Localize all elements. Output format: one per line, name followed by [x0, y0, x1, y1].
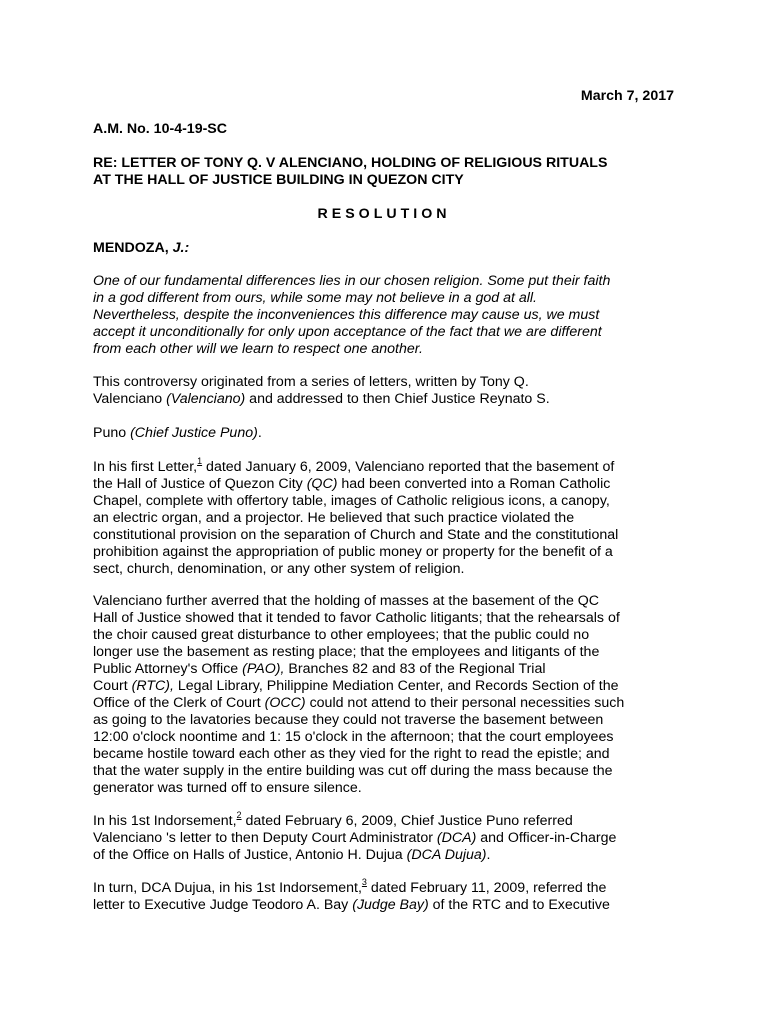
text-line: as going to the lavatories because they could not traverse the basement between — [93, 712, 604, 728]
text-line: letter to Executive Judge Teodoro A. Bay (Judge Bay) of the RTC and to Executive — [93, 897, 610, 913]
text-line: accept it unconditionally for only upon acceptance of the fact that we are different — [93, 324, 602, 340]
paragraph-puno: Puno (Chief Justice Puno). — [93, 425, 262, 441]
case-number: A.M. No. 10-4-19-SC — [93, 121, 228, 137]
text-line: Public Attorney's Office (PAO), Branches 82 and 83 of the Regional Trial — [93, 661, 546, 677]
text-line: 12:00 o'clock noontime and 1: 15 o'clock in the afternoon; that the court employees — [93, 729, 614, 745]
text-line: generator was turned off to ensure silence. — [93, 780, 362, 796]
footnote-link-2[interactable]: 2 — [236, 810, 242, 821]
case-title-line-1: RE: LETTER OF TONY Q. V ALENCIANO, HOLDING OF RELIGIOUS RITUALS — [93, 155, 608, 171]
text-line: Chapel, complete with offertory table, images of Catholic religious icons, a canopy, — [93, 493, 610, 509]
text-line: longer use the basement as resting place; that the employees and litigants of the — [93, 644, 600, 660]
text-line: of the Office on Halls of Justice, Antonio H. Dujua (DCA Dujua). — [93, 847, 491, 863]
resolution-heading: RESOLUTION — [317, 206, 451, 222]
ponente-name: MENDOZA, — [93, 240, 173, 256]
text-line: that the water supply in the entire building was cut off during the mass because the — [93, 763, 613, 779]
text-line: in a god different from ours, while some may not believe in a god at all. — [93, 290, 537, 306]
text-line: constitutional provision on the separation of Church and State and the constitutional — [93, 527, 619, 543]
text-line: Valenciano (Valenciano) and addressed to then Chief Justice Reynato S. — [93, 391, 550, 407]
text-line: In his 1st Indorsement,$^2$ dated February 6, 2009, Chief Justice Puno referred — [93, 810, 573, 829]
text-line: from each other will we learn to respect one another. — [93, 341, 423, 357]
text-line: the Hall of Justice of Quezon City (QC) had been converted into a Roman Catholic — [93, 476, 611, 492]
footnote-link-3[interactable]: 3 — [361, 877, 367, 888]
footnote-link-1[interactable]: 1 — [197, 456, 203, 467]
text-line: Valenciano further averred that the holding of masses at the basement of the QC — [93, 593, 600, 609]
document-date: March 7, 2017 — [580, 88, 674, 104]
text-line: Hall of Justice showed that it tended to favor Catholic litigants; that the rehearsals of — [93, 610, 620, 626]
text-line: Office of the Clerk of Court (OCC) could not attend to their personal necessities such — [93, 695, 625, 711]
text-line: an electric organ, and a projector. He believed that such practice violated the — [93, 510, 575, 526]
text-line: Court (RTC), Legal Library, Philippine Mediation Center, and Records Section of the — [93, 678, 619, 694]
text-line: Nevertheless, despite the inconveniences this difference may cause us, we must — [93, 307, 600, 323]
case-title-line-2: AT THE HALL OF JUSTICE BUILDING IN QUEZON CITY — [93, 172, 464, 188]
text-line: became hostile toward each other as they vied for the right to read the epistle; and — [93, 746, 610, 762]
text-line: This controversy originated from a series of letters, written by Tony Q. — [93, 374, 529, 390]
text-line: prohibition against the appropriation of public money or property for the benefit of a — [93, 544, 613, 560]
text-line: In turn, DCA Dujua, in his 1st Indorsement,$^3$ dated February 11, 2009, referred the — [93, 877, 607, 896]
text-line: sect, church, denomination, or any other system of religion. — [93, 561, 465, 577]
text-line: the choir caused great disturbance to other employees; that the public could no — [93, 627, 590, 643]
ponente-title: J.: — [172, 240, 190, 256]
ponente — [93, 240, 189, 257]
text-line: In his first Letter,$^1$ dated January 6, 2009, Valenciano reported that the basement of — [93, 456, 615, 475]
text-line: Valenciano 's letter to then Deputy Court Administrator (DCA) and Officer-in-Charge — [93, 830, 617, 846]
text-line: One of our fundamental differences lies in our chosen religion. Some put their faith — [93, 273, 611, 289]
